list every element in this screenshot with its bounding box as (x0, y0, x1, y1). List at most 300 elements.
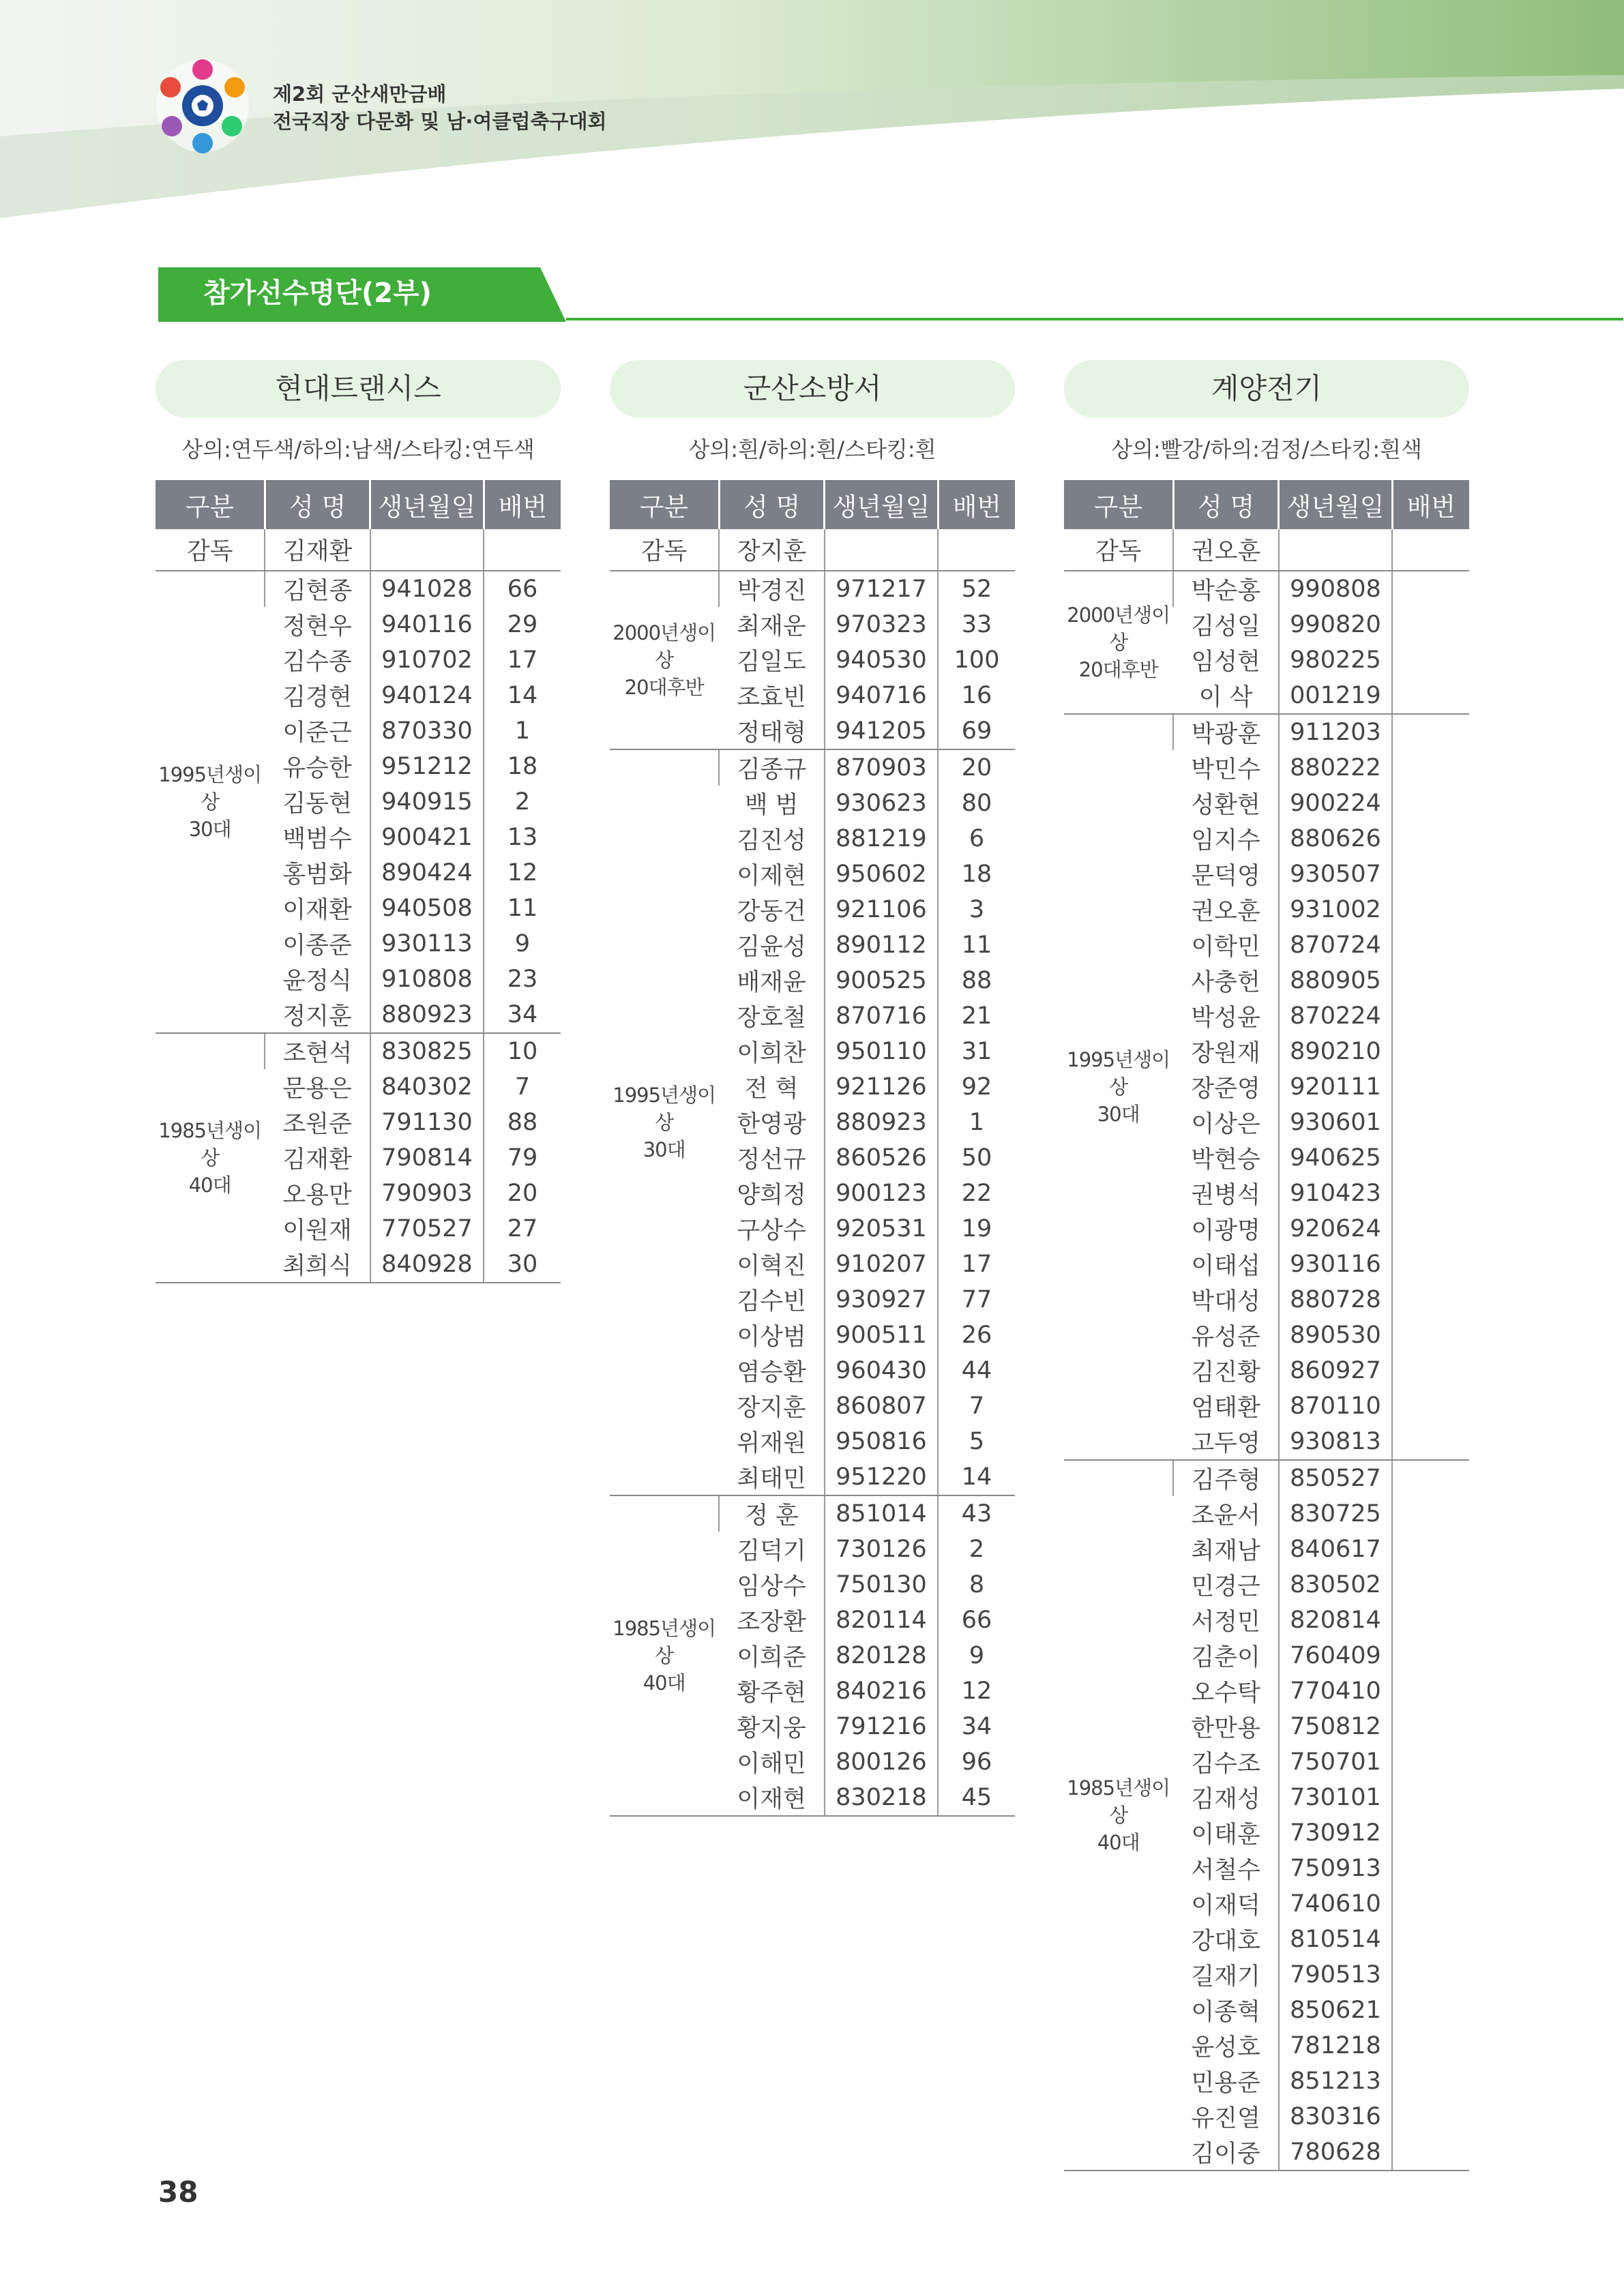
jersey-number (1392, 1709, 1469, 1744)
birth-date: 890210 (1279, 1034, 1392, 1069)
birth-date: 950602 (825, 856, 938, 892)
team-uniform: 상의:흰/하의:흰/스타킹:흰 (688, 436, 936, 462)
player-name: 최재남 (1191, 1538, 1260, 1565)
player-name: 이재현 (719, 1780, 824, 1816)
tournament-logo (151, 55, 254, 157)
birth-date: 780628 (1279, 2134, 1392, 2171)
birth-date: 860927 (1279, 1353, 1392, 1388)
player-name: 김경현 (282, 684, 352, 711)
birth-date: 830825 (370, 1033, 484, 1069)
player-name: 서철수 (1191, 1857, 1260, 1884)
jersey-number: 27 (484, 1211, 561, 1247)
birth-date: 730126 (825, 1532, 938, 1567)
birth-date: 910423 (1279, 1176, 1392, 1211)
jersey-number (1392, 1105, 1469, 1140)
coach-name: 김재환 (265, 529, 370, 571)
jersey-number: 31 (938, 1034, 1015, 1069)
player-name: 김수빈 (737, 1288, 806, 1315)
player-name: 정 훈 (719, 1495, 824, 1532)
birth-date: 960430 (825, 1353, 938, 1388)
jersey-number: 96 (938, 1744, 1015, 1780)
birth-date: 860807 (825, 1388, 938, 1424)
player-name: 김동현 (282, 790, 352, 818)
jersey-number (1392, 1744, 1469, 1780)
birth-date: 750913 (1279, 1851, 1392, 1886)
jersey-number (1392, 1532, 1469, 1567)
player-name: 유승한 (282, 755, 352, 782)
jersey-number: 34 (484, 997, 561, 1033)
player-name: 김덕기 (737, 1538, 806, 1565)
player-name: 박대성 (1191, 1288, 1260, 1315)
age-group-label: 2000년생이상 20대후반 (610, 571, 719, 749)
team-gunsan-fire-station (610, 360, 1015, 1817)
player-name: 조원준 (282, 1111, 352, 1138)
birth-date: 930813 (1279, 1424, 1392, 1460)
player-name: 최희식 (265, 1247, 370, 1283)
birth-date: 880923 (825, 1105, 938, 1140)
birth-date: 980225 (1279, 642, 1392, 678)
birth-date: 880222 (1279, 750, 1392, 786)
jersey-number (1392, 607, 1469, 642)
jersey-number (1392, 1247, 1469, 1282)
player-name: 전 혁 (744, 1075, 799, 1103)
page-number: 38 (158, 2175, 198, 2209)
player-name: 문용은 (282, 1075, 352, 1103)
player-name: 오용만 (282, 1182, 352, 1209)
birth-date: 810514 (1279, 1922, 1392, 1957)
player-name: 엄태환 (1191, 1395, 1260, 1422)
birth-date: 900224 (1279, 786, 1392, 821)
player-name: 박광훈 (1173, 714, 1278, 750)
jersey-number (1392, 1176, 1469, 1211)
player-name: 이 삭 (1173, 678, 1278, 714)
birth-date: 880923 (370, 997, 484, 1033)
jersey-number (1392, 1815, 1469, 1851)
empty-cell (1279, 529, 1392, 571)
birth-date: 870716 (825, 998, 938, 1034)
player-name: 김주형 (1173, 1460, 1278, 1496)
player-name: 한영광 (737, 1111, 806, 1138)
player-name: 성환현 (1191, 792, 1260, 819)
age-group-label: 2000년생이상 20대후반 (1064, 571, 1173, 714)
birth-date: 880626 (1279, 821, 1392, 856)
jersey-number: 9 (484, 926, 561, 961)
column-header: 생년월일 (825, 480, 938, 529)
section-title: 참가선수명단(2부) (203, 278, 432, 309)
table-header-row (156, 480, 561, 529)
jersey-number: 8 (938, 1567, 1015, 1602)
jersey-number: 14 (938, 1459, 1015, 1495)
jersey-number (1392, 1140, 1469, 1176)
player-name: 조효빈 (737, 684, 806, 711)
player-name: 고두영 (1173, 1424, 1278, 1460)
birth-date: 830502 (1279, 1567, 1392, 1602)
jersey-number (1392, 856, 1469, 892)
player-name: 장준영 (1191, 1075, 1260, 1103)
jersey-number (1392, 1353, 1469, 1388)
birth-date: 800126 (825, 1744, 938, 1780)
birth-date: 900511 (825, 1317, 938, 1353)
jersey-number (1392, 1922, 1469, 1957)
team-uniform: 상의:연두색/하의:남색/스타킹:연두색 (181, 436, 535, 462)
jersey-number: 66 (938, 1602, 1015, 1638)
birth-date: 940508 (370, 891, 484, 926)
jersey-number: 9 (938, 1638, 1015, 1673)
birth-date: 790513 (1279, 1957, 1392, 1993)
player-name: 김진성 (737, 827, 806, 854)
coach-row (1064, 529, 1469, 571)
player-name: 백 범 (744, 792, 799, 819)
birth-date: 940625 (1279, 1140, 1392, 1176)
jersey-number: 88 (484, 1105, 561, 1140)
team-hyundai-transys (156, 360, 561, 1283)
birth-date: 890424 (370, 855, 484, 891)
birth-date: 770527 (370, 1211, 484, 1247)
player-name: 장호철 (737, 1004, 806, 1032)
player-name: 김종규 (719, 749, 824, 786)
player-name: 장지훈 (737, 1395, 806, 1422)
birth-date: 880905 (1279, 963, 1392, 998)
player-name: 염승환 (737, 1359, 806, 1386)
player-name: 조윤서 (1191, 1502, 1260, 1530)
coach-label: 감독 (610, 529, 719, 571)
player-name: 오수탁 (1191, 1680, 1260, 1707)
jersey-number: 1 (484, 713, 561, 749)
jersey-number (1392, 963, 1469, 998)
birth-date: 990808 (1279, 571, 1392, 607)
player-name: 홍범화 (282, 861, 352, 889)
empty-cell (938, 529, 1015, 571)
birth-date: 971217 (825, 571, 938, 607)
jersey-number: 11 (484, 891, 561, 926)
jersey-number: 16 (938, 678, 1015, 713)
jersey-number: 50 (938, 1140, 1015, 1176)
birth-date: 890530 (1279, 1317, 1392, 1353)
player-row (156, 1033, 561, 1069)
jersey-number: 5 (938, 1424, 1015, 1459)
jersey-number (1392, 2099, 1469, 2134)
birth-date: 900123 (825, 1176, 938, 1211)
jersey-number: 6 (938, 821, 1015, 856)
jersey-number (1392, 1460, 1469, 1496)
jersey-number: 66 (484, 571, 561, 607)
birth-date: 870224 (1279, 998, 1392, 1034)
team-name: 계양전기 (1064, 360, 1469, 417)
jersey-number: 17 (484, 642, 561, 678)
birth-date: 851014 (825, 1495, 938, 1532)
jersey-number: 14 (484, 678, 561, 713)
player-name: 이희준 (737, 1644, 806, 1671)
player-name: 김이중 (1173, 2134, 1278, 2171)
jersey-number: 26 (938, 1317, 1015, 1353)
player-name: 장원재 (1191, 1040, 1260, 1067)
birth-date: 940116 (370, 607, 484, 642)
player-name: 박경진 (719, 571, 824, 607)
coach-row (610, 529, 1015, 571)
birth-date: 750701 (1279, 1744, 1392, 1780)
column-header: 성 명 (1173, 480, 1278, 529)
empty-cell (1392, 529, 1469, 571)
birth-date: 820128 (825, 1638, 938, 1673)
jersey-number: 18 (938, 856, 1015, 892)
jersey-number: 43 (938, 1495, 1015, 1532)
jersey-number (1392, 1388, 1469, 1424)
birth-date: 840617 (1279, 1532, 1392, 1567)
jersey-number: 33 (938, 607, 1015, 642)
player-row (610, 571, 1015, 607)
birth-date: 900421 (370, 820, 484, 855)
birth-date: 920111 (1279, 1069, 1392, 1105)
jersey-number: 2 (484, 784, 561, 820)
player-name: 이상은 (1191, 1111, 1260, 1138)
birth-date: 920624 (1279, 1211, 1392, 1247)
event-title-line1: 제2회 군산새만금배 (273, 83, 447, 106)
roster-table (156, 480, 561, 1283)
jersey-number: 21 (938, 998, 1015, 1034)
age-group-label: 1995년생이상 30대 (610, 749, 719, 1495)
jersey-number: 17 (938, 1247, 1015, 1282)
birth-date: 940530 (825, 642, 938, 678)
birth-date: 930623 (825, 786, 938, 821)
player-name: 권오훈 (1191, 898, 1260, 925)
event-title-line2: 전국직장 다문화 및 남·여클럽축구대회 (273, 110, 607, 133)
age-group-label: 1985년생이상 40대 (156, 1033, 265, 1283)
player-name: 배재윤 (737, 969, 806, 996)
player-name: 이종준 (282, 932, 352, 959)
birth-date: 930113 (370, 926, 484, 961)
column-header: 구분 (610, 480, 719, 529)
jersey-number (1392, 571, 1469, 607)
player-name: 이태섭 (1191, 1253, 1260, 1280)
player-name: 이준근 (282, 719, 352, 747)
birth-date: 830218 (825, 1780, 938, 1816)
jersey-number: 79 (484, 1140, 561, 1176)
player-name: 박성윤 (1191, 1004, 1260, 1032)
player-name: 김수조 (1191, 1750, 1260, 1778)
column-header: 배번 (484, 480, 561, 529)
jersey-number: 30 (484, 1247, 561, 1283)
jersey-number: 19 (938, 1211, 1015, 1247)
player-name: 황주현 (737, 1680, 806, 1707)
birth-date: 910808 (370, 961, 484, 997)
jersey-number: 12 (938, 1673, 1015, 1709)
column-header: 배번 (938, 480, 1015, 529)
jersey-number: 10 (484, 1033, 561, 1069)
birth-date: 930116 (1279, 1247, 1392, 1282)
age-group-label: 1985년생이상 40대 (1064, 1460, 1173, 2171)
player-name: 박현승 (1191, 1146, 1260, 1174)
jersey-number: 20 (938, 749, 1015, 786)
player-name: 정현우 (282, 613, 352, 640)
birth-date: 750130 (825, 1567, 938, 1602)
table-header-row (610, 480, 1015, 529)
jersey-number (1392, 678, 1469, 714)
birth-date: 910702 (370, 642, 484, 678)
player-name: 이희찬 (737, 1040, 806, 1067)
birth-date: 900525 (825, 963, 938, 998)
birth-date: 850527 (1279, 1460, 1392, 1496)
player-row (1064, 571, 1469, 607)
event-title (273, 80, 607, 135)
birth-date: 921126 (825, 1069, 938, 1105)
birth-date: 880728 (1279, 1282, 1392, 1317)
roster-table (1064, 480, 1469, 2171)
jersey-number: 29 (484, 607, 561, 642)
birth-date: 950110 (825, 1034, 938, 1069)
player-name: 이상범 (737, 1324, 806, 1351)
player-name: 민용준 (1191, 2070, 1260, 2097)
player-name: 구상수 (737, 1217, 806, 1244)
player-name: 김현종 (265, 571, 370, 607)
column-header: 배번 (1392, 480, 1469, 529)
coach-name: 장지훈 (719, 529, 824, 571)
birth-date: 990820 (1279, 607, 1392, 642)
empty-cell (825, 529, 938, 571)
player-name: 한만용 (1191, 1715, 1260, 1742)
jersey-number: 88 (938, 963, 1015, 998)
jersey-number (1392, 1211, 1469, 1247)
player-name: 권병석 (1191, 1182, 1260, 1209)
birth-date: 921106 (825, 892, 938, 927)
coach-name: 권오훈 (1173, 529, 1278, 571)
birth-date: 930601 (1279, 1105, 1392, 1140)
birth-date: 820814 (1279, 1602, 1392, 1638)
player-name: 이제현 (737, 863, 806, 890)
player-name: 임성현 (1191, 648, 1260, 676)
player-name: 민경근 (1191, 1573, 1260, 1600)
birth-date: 790903 (370, 1176, 484, 1211)
birth-date: 951220 (825, 1459, 938, 1495)
player-name: 유진열 (1191, 2105, 1260, 2132)
birth-date: 870330 (370, 713, 484, 749)
birth-date: 870724 (1279, 927, 1392, 963)
player-name: 정선규 (737, 1146, 806, 1174)
player-name: 이광명 (1191, 1217, 1260, 1244)
player-name: 양희정 (737, 1182, 806, 1209)
player-name: 김재환 (282, 1146, 352, 1174)
jersey-number: 100 (938, 642, 1015, 678)
birth-date: 940915 (370, 784, 484, 820)
player-row (1064, 1460, 1469, 1496)
birth-date: 930507 (1279, 856, 1392, 892)
column-header: 성 명 (719, 480, 824, 529)
birth-date: 820114 (825, 1602, 938, 1638)
column-header: 성 명 (265, 480, 370, 529)
birth-date: 790814 (370, 1140, 484, 1176)
player-name: 황지웅 (737, 1715, 806, 1742)
roster-table (610, 480, 1015, 1817)
player-name: 조장환 (737, 1609, 806, 1636)
player-name: 박민수 (1191, 756, 1260, 784)
jersey-number: 69 (938, 713, 1015, 749)
player-name: 정태형 (719, 713, 824, 749)
team-name: 군산소방서 (610, 360, 1015, 417)
birth-date: 940124 (370, 678, 484, 713)
empty-cell (484, 529, 561, 571)
birth-date: 781218 (1279, 2028, 1392, 2063)
birth-date: 791130 (370, 1105, 484, 1140)
jersey-number (1392, 1851, 1469, 1886)
player-name: 이재환 (282, 897, 352, 924)
column-header: 생년월일 (1279, 480, 1392, 529)
jersey-number: 20 (484, 1176, 561, 1211)
player-name: 김수종 (282, 648, 352, 676)
jersey-number: 2 (938, 1532, 1015, 1567)
player-name: 위재원 (737, 1430, 806, 1457)
player-row (156, 571, 561, 607)
jersey-number: 44 (938, 1353, 1015, 1388)
jersey-number (1392, 821, 1469, 856)
player-name: 문덕영 (1191, 863, 1260, 890)
jersey-number: 12 (484, 855, 561, 891)
column-header: 생년월일 (370, 480, 484, 529)
jersey-number (1392, 2028, 1469, 2063)
jersey-number: 11 (938, 927, 1015, 963)
jersey-number: 80 (938, 786, 1015, 821)
coach-label: 감독 (156, 529, 265, 571)
jersey-number: 23 (484, 961, 561, 997)
birth-date: 890112 (825, 927, 938, 963)
birth-date: 850621 (1279, 1993, 1392, 2028)
jersey-number: 18 (484, 749, 561, 784)
birth-date: 730101 (1279, 1780, 1392, 1815)
coach-row (156, 529, 561, 571)
jersey-number (1392, 750, 1469, 786)
birth-date: 941205 (825, 713, 938, 749)
jersey-number (1392, 1602, 1469, 1638)
birth-date: 930927 (825, 1282, 938, 1317)
birth-date: 830316 (1279, 2099, 1392, 2134)
jersey-number (1392, 2063, 1469, 2099)
team-uniform: 상의:빨강/하의:검정/스타킹:흰색 (1111, 436, 1422, 462)
player-name: 김재성 (1191, 1786, 1260, 1813)
jersey-number (1392, 1673, 1469, 1709)
birth-date: 760409 (1279, 1638, 1392, 1673)
jersey-number: 77 (938, 1282, 1015, 1317)
birth-date: 910207 (825, 1247, 938, 1282)
age-group-label: 1995년생이상 30대 (156, 571, 265, 1033)
player-name: 이혁진 (737, 1253, 806, 1280)
jersey-number (1392, 1567, 1469, 1602)
birth-date: 840928 (370, 1247, 484, 1283)
birth-date: 830725 (1279, 1496, 1392, 1532)
team-keyang-electric (1064, 360, 1469, 2171)
jersey-number (1392, 1282, 1469, 1317)
jersey-number (1392, 642, 1469, 678)
birth-date: 840216 (825, 1673, 938, 1709)
jersey-number: 7 (484, 1069, 561, 1105)
jersey-number (1392, 1069, 1469, 1105)
player-name: 김춘이 (1191, 1644, 1260, 1671)
player-name: 강대호 (1191, 1928, 1260, 1955)
player-name: 조현석 (265, 1033, 370, 1069)
age-group-label: 1985년생이상 40대 (610, 1495, 719, 1816)
birth-date: 740610 (1279, 1886, 1392, 1922)
player-name: 이학민 (1191, 934, 1260, 961)
player-name: 김성일 (1191, 613, 1260, 640)
birth-date: 950816 (825, 1424, 938, 1459)
birth-date: 770410 (1279, 1673, 1392, 1709)
player-row (610, 1495, 1015, 1532)
jersey-number (1392, 1424, 1469, 1460)
birth-date: 881219 (825, 821, 938, 856)
jersey-number (1392, 714, 1469, 750)
player-name: 이종혁 (1191, 1999, 1260, 2026)
player-name: 길재기 (1191, 1963, 1260, 1991)
player-name: 이재덕 (1191, 1892, 1260, 1920)
player-name: 김진황 (1191, 1359, 1260, 1386)
player-name: 유성준 (1191, 1324, 1260, 1351)
